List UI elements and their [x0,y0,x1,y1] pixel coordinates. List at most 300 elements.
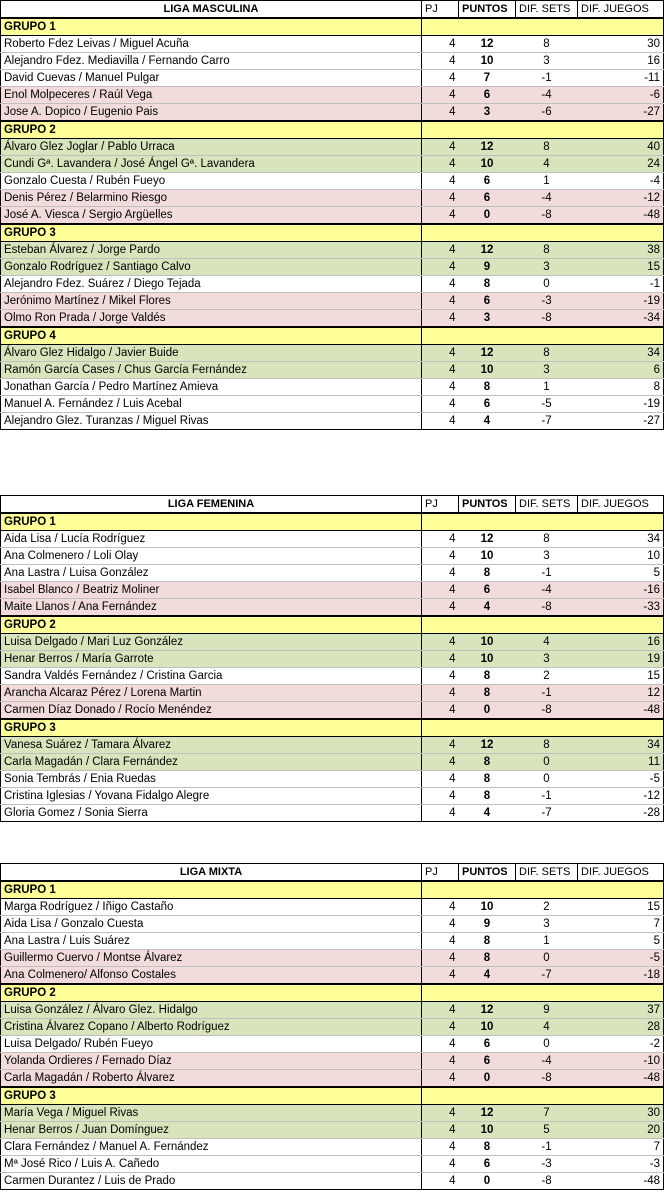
puntos-value: 6 [459,173,516,190]
header-dif-sets: DIF. SETS [516,864,578,882]
table-row [1,276,664,293]
puntos-value: 10 [459,156,516,173]
group-header [1,224,664,242]
dif-sets-value: 8 [516,139,578,156]
puntos-value: 8 [459,950,516,967]
table-row [1,950,664,967]
pj-value: 4 [422,634,459,651]
dif-sets-value: 0 [516,950,578,967]
pair-name: Carmen Díaz Donado / Rocío Menéndez [1,702,422,720]
pj-value: 4 [422,1019,459,1036]
table-row [1,754,664,771]
league-title: LIGA MIXTA [1,864,422,882]
pair-name: Maite Llanos / Ana Fernández [1,599,422,617]
puntos-value: 0 [459,702,516,720]
table-row [1,156,664,173]
table-row [1,548,664,565]
pair-name: Marga Rodríguez / Iñigo Castaño [1,899,422,916]
dif-juegos-value: -48 [578,702,664,720]
table-row [1,805,664,822]
pj-value: 4 [422,1156,459,1173]
table-row [1,582,664,599]
dif-juegos-value: 10 [578,548,664,565]
header-dif-juegos: DIF. JUEGOS [578,1,664,19]
dif-sets-value: 2 [516,668,578,685]
league-table [0,495,664,822]
dif-juegos-value: 7 [578,916,664,933]
header-dif-juegos: DIF. JUEGOS [578,864,664,882]
dif-sets-value: -6 [516,104,578,122]
pj-value: 4 [422,967,459,985]
table-row [1,139,664,156]
puntos-value: 12 [459,139,516,156]
pj-value: 4 [422,362,459,379]
group-header [1,984,664,1002]
dif-sets-value: 0 [516,276,578,293]
dif-juegos-value: 34 [578,531,664,548]
dif-juegos-value: 30 [578,36,664,53]
group-name: GRUPO 2 [1,121,422,139]
pair-name: Ana Lastra / Luis Suárez [1,933,422,950]
pj-value: 4 [422,396,459,413]
dif-juegos-value: 11 [578,754,664,771]
dif-juegos-value: 37 [578,1002,664,1019]
table-row [1,413,664,430]
dif-sets-value: 3 [516,916,578,933]
dif-sets-value: 0 [516,771,578,788]
table-row [1,345,664,362]
group-header [1,327,664,345]
pair-name: Aida Lisa / Lucía Rodríguez [1,531,422,548]
group-header-fill [422,18,664,36]
pj-value: 4 [422,899,459,916]
pj-value: 4 [422,1070,459,1088]
table-row [1,293,664,310]
dif-sets-value: -1 [516,788,578,805]
header-pj: PJ [422,864,459,882]
dif-juegos-value: 12 [578,685,664,702]
group-header [1,121,664,139]
pair-name: Jose A. Dopico / Eugenio Pais [1,104,422,122]
puntos-value: 6 [459,1036,516,1053]
pj-value: 4 [422,190,459,207]
dif-sets-value: 4 [516,156,578,173]
dif-juegos-value: 28 [578,1019,664,1036]
dif-juegos-value: -48 [578,1173,664,1190]
dif-sets-value: 9 [516,1002,578,1019]
dif-sets-value: 8 [516,737,578,754]
puntos-value: 6 [459,87,516,104]
puntos-value: 10 [459,1019,516,1036]
pj-value: 4 [422,599,459,617]
pair-name: Yolanda Ordieres / Fernado Díaz [1,1053,422,1070]
pair-name: Alejandro Glez. Turanzas / Miguel Rivas [1,413,422,430]
header-dif-sets: DIF. SETS [516,1,578,19]
pair-name: Ana Lastra / Luisa González [1,565,422,582]
puntos-value: 8 [459,771,516,788]
dif-sets-value: -3 [516,1156,578,1173]
group-name: GRUPO 2 [1,984,422,1002]
header-pj: PJ [422,1,459,19]
puntos-value: 8 [459,788,516,805]
table-row [1,259,664,276]
dif-sets-value: 3 [516,548,578,565]
table-row [1,310,664,328]
group-header-fill [422,719,664,737]
table-row [1,87,664,104]
puntos-value: 4 [459,413,516,430]
dif-juegos-value: -12 [578,190,664,207]
pj-value: 4 [422,36,459,53]
header-puntos: PUNTOS [459,1,516,19]
puntos-value: 9 [459,259,516,276]
dif-juegos-value: -34 [578,310,664,328]
pair-name: Gonzalo Cuesta / Rubén Fueyo [1,173,422,190]
pj-value: 4 [422,950,459,967]
dif-sets-value: -1 [516,565,578,582]
puntos-value: 0 [459,1070,516,1088]
dif-sets-value: -7 [516,967,578,985]
pair-name: José A. Viesca / Sergio Argüelles [1,207,422,225]
pair-name: Sandra Valdés Fernández / Cristina Garcia [1,668,422,685]
table-row [1,396,664,413]
puntos-value: 8 [459,685,516,702]
dif-juegos-value: 40 [578,139,664,156]
table-row [1,207,664,225]
dif-sets-value: -8 [516,1173,578,1190]
pair-name: David Cuevas / Manuel Pulgar [1,70,422,87]
dif-juegos-value: -19 [578,396,664,413]
puntos-value: 4 [459,805,516,822]
pair-name: Carla Magadán / Clara Fernández [1,754,422,771]
table-row [1,1070,664,1088]
group-header-fill [422,881,664,899]
header-pj: PJ [422,496,459,514]
group-name: GRUPO 3 [1,224,422,242]
group-header [1,18,664,36]
pj-value: 4 [422,531,459,548]
group-name: GRUPO 3 [1,1087,422,1105]
dif-juegos-value: 5 [578,565,664,582]
dif-juegos-value: -48 [578,207,664,225]
table-row [1,173,664,190]
table-row [1,1002,664,1019]
pj-value: 4 [422,805,459,822]
table-header [1,496,664,514]
puntos-value: 10 [459,1122,516,1139]
puntos-value: 7 [459,70,516,87]
puntos-value: 10 [459,548,516,565]
dif-sets-value: -7 [516,805,578,822]
pj-value: 4 [422,1036,459,1053]
dif-sets-value: 8 [516,36,578,53]
pair-name: Arancha Alcaraz Pérez / Lorena Martin [1,685,422,702]
table-row [1,1156,664,1173]
table-row [1,1019,664,1036]
group-header-fill [422,121,664,139]
dif-juegos-value: 38 [578,242,664,259]
pair-name: Henar Berros / María Garrote [1,651,422,668]
pj-value: 4 [422,933,459,950]
dif-juegos-value: 24 [578,156,664,173]
pj-value: 4 [422,771,459,788]
pj-value: 4 [422,565,459,582]
table-row [1,242,664,259]
puntos-value: 10 [459,899,516,916]
table-row [1,771,664,788]
pair-name: Manuel A. Fernández / Luis Acebal [1,396,422,413]
table-row [1,916,664,933]
pj-value: 4 [422,207,459,225]
puntos-value: 8 [459,379,516,396]
puntos-value: 12 [459,345,516,362]
table-row [1,379,664,396]
dif-sets-value: -4 [516,1053,578,1070]
league-table [0,863,664,1190]
puntos-value: 12 [459,1002,516,1019]
dif-juegos-value: -28 [578,805,664,822]
pair-name: Cristina Iglesias / Yovana Fidalgo Alegre [1,788,422,805]
pj-value: 4 [422,156,459,173]
pj-value: 4 [422,259,459,276]
dif-juegos-value: 15 [578,259,664,276]
dif-juegos-value: 16 [578,53,664,70]
pair-name: Gonzalo Rodríguez / Santiago Calvo [1,259,422,276]
table-row [1,1105,664,1122]
dif-sets-value: 3 [516,259,578,276]
group-header-fill [422,513,664,531]
pair-name: Luisa Delgado / Mari Luz González [1,634,422,651]
group-header-fill [422,984,664,1002]
pj-value: 4 [422,668,459,685]
table-header [1,1,664,19]
pj-value: 4 [422,379,459,396]
table-row [1,668,664,685]
dif-juegos-value: -18 [578,967,664,985]
table-row [1,1139,664,1156]
pair-name: Gloria Gomez / Sonia Sierra [1,805,422,822]
dif-juegos-value: -48 [578,1070,664,1088]
puntos-value: 8 [459,668,516,685]
pair-name: Cristina Álvarez Copano / Alberto Rodríguez [1,1019,422,1036]
pj-value: 4 [422,548,459,565]
pair-name: Olmo Ron Prada / Jorge Valdés [1,310,422,328]
puntos-value: 10 [459,362,516,379]
dif-juegos-value: -33 [578,599,664,617]
league-title: LIGA MASCULINA [1,1,422,19]
dif-juegos-value: 19 [578,651,664,668]
puntos-value: 6 [459,1156,516,1173]
puntos-value: 4 [459,967,516,985]
pair-name: Jonathan García / Pedro Martínez Amieva [1,379,422,396]
dif-juegos-value: 15 [578,668,664,685]
dif-sets-value: 3 [516,53,578,70]
dif-sets-value: -1 [516,1139,578,1156]
dif-sets-value: 0 [516,754,578,771]
table-row [1,1122,664,1139]
pair-name: Roberto Fdez Leivas / Miguel Acuña [1,36,422,53]
puntos-value: 3 [459,310,516,328]
puntos-value: 6 [459,293,516,310]
pair-name: Cundi Gª. Lavandera / José Ángel Gª. Lavandera [1,156,422,173]
dif-sets-value: 1 [516,173,578,190]
league-table [0,0,664,430]
dif-sets-value: -5 [516,396,578,413]
dif-juegos-value: 6 [578,362,664,379]
table-row [1,36,664,53]
table-row [1,685,664,702]
pair-name: Aida Lisa / Gonzalo Cuesta [1,916,422,933]
pj-value: 4 [422,754,459,771]
pair-name: Henar Berros / Juan Domínguez [1,1122,422,1139]
pj-value: 4 [422,788,459,805]
group-header [1,616,664,634]
dif-sets-value: 3 [516,362,578,379]
dif-sets-value: 4 [516,634,578,651]
dif-sets-value: 3 [516,651,578,668]
puntos-value: 10 [459,53,516,70]
dif-juegos-value: -27 [578,413,664,430]
puntos-value: 6 [459,190,516,207]
dif-sets-value: 8 [516,531,578,548]
pj-value: 4 [422,276,459,293]
dif-sets-value: -3 [516,293,578,310]
dif-sets-value: -4 [516,582,578,599]
puntos-value: 9 [459,916,516,933]
group-header-fill [422,327,664,345]
table-row [1,1173,664,1190]
header-puntos: PUNTOS [459,496,516,514]
pj-value: 4 [422,916,459,933]
pair-name: María Vega / Miguel Rivas [1,1105,422,1122]
table-row [1,788,664,805]
table-row [1,70,664,87]
pair-name: Enol Molpeceres / Raúl Vega [1,87,422,104]
group-header [1,881,664,899]
pj-value: 4 [422,413,459,430]
puntos-value: 0 [459,207,516,225]
table-row [1,634,664,651]
puntos-value: 6 [459,582,516,599]
puntos-value: 4 [459,599,516,617]
dif-juegos-value: -1 [578,276,664,293]
dif-juegos-value: 30 [578,1105,664,1122]
dif-sets-value: 8 [516,242,578,259]
table-row [1,53,664,70]
pj-value: 4 [422,242,459,259]
table-row [1,933,664,950]
puntos-value: 12 [459,737,516,754]
pj-value: 4 [422,582,459,599]
dif-juegos-value: 15 [578,899,664,916]
table-row [1,362,664,379]
dif-juegos-value: -3 [578,1156,664,1173]
pj-value: 4 [422,1139,459,1156]
group-header-fill [422,224,664,242]
pair-name: Isabel Blanco / Beatriz Moliner [1,582,422,599]
puntos-value: 12 [459,531,516,548]
table-row [1,531,664,548]
dif-juegos-value: -10 [578,1053,664,1070]
table-row [1,190,664,207]
group-name: GRUPO 2 [1,616,422,634]
dif-sets-value: 0 [516,1036,578,1053]
group-header-fill [422,616,664,634]
table-row [1,702,664,720]
group-header [1,719,664,737]
dif-juegos-value: -4 [578,173,664,190]
pj-value: 4 [422,1105,459,1122]
pj-value: 4 [422,737,459,754]
pj-value: 4 [422,1173,459,1190]
dif-sets-value: 1 [516,379,578,396]
puntos-value: 10 [459,651,516,668]
puntos-value: 3 [459,104,516,122]
pj-value: 4 [422,702,459,720]
pj-value: 4 [422,1053,459,1070]
table-row [1,899,664,916]
pj-value: 4 [422,139,459,156]
dif-juegos-value: 5 [578,933,664,950]
header-puntos: PUNTOS [459,864,516,882]
table-row [1,565,664,582]
dif-juegos-value: -5 [578,950,664,967]
dif-sets-value: 2 [516,899,578,916]
dif-sets-value: -1 [516,685,578,702]
puntos-value: 12 [459,36,516,53]
header-dif-sets: DIF. SETS [516,496,578,514]
pj-value: 4 [422,293,459,310]
pj-value: 4 [422,53,459,70]
puntos-value: 12 [459,1105,516,1122]
pair-name: Ana Colmenero/ Alfonso Costales [1,967,422,985]
pj-value: 4 [422,87,459,104]
dif-sets-value: 5 [516,1122,578,1139]
dif-juegos-value: 7 [578,1139,664,1156]
pj-value: 4 [422,685,459,702]
pair-name: Guillermo Cuervo / Montse Álvarez [1,950,422,967]
puntos-value: 8 [459,1139,516,1156]
dif-sets-value: -8 [516,599,578,617]
dif-sets-value: -4 [516,190,578,207]
pair-name: Jerónimo Martínez / Mikel Flores [1,293,422,310]
pair-name: Ramón García Cases / Chus García Fernández [1,362,422,379]
puntos-value: 8 [459,565,516,582]
pj-value: 4 [422,1002,459,1019]
dif-juegos-value: -16 [578,582,664,599]
dif-sets-value: -4 [516,87,578,104]
table-row [1,1036,664,1053]
pair-name: Esteban Álvarez / Jorge Pardo [1,242,422,259]
dif-sets-value: -8 [516,702,578,720]
pair-name: Luisa González / Álvaro Glez. Hidalgo [1,1002,422,1019]
pj-value: 4 [422,310,459,328]
dif-juegos-value: -19 [578,293,664,310]
table-row [1,967,664,985]
puntos-value: 8 [459,754,516,771]
dif-sets-value: -8 [516,310,578,328]
dif-juegos-value: -5 [578,771,664,788]
pj-value: 4 [422,651,459,668]
dif-juegos-value: 34 [578,345,664,362]
dif-juegos-value: 20 [578,1122,664,1139]
league-title: LIGA FEMENINA [1,496,422,514]
dif-juegos-value: -27 [578,104,664,122]
dif-juegos-value: 34 [578,737,664,754]
table-row [1,1053,664,1070]
dif-sets-value: -7 [516,413,578,430]
pair-name: Vanesa Suárez / Tamara Álvarez [1,737,422,754]
